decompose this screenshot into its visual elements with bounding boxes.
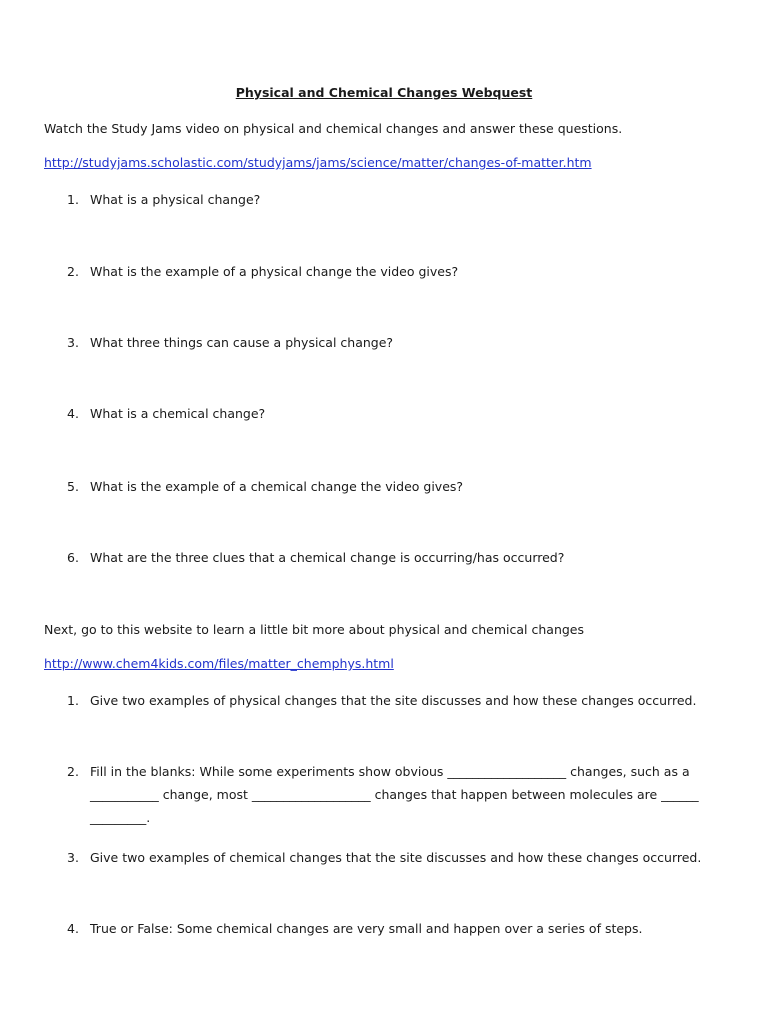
question-number: 5.	[67, 479, 79, 494]
page-title: Physical and Chemical Changes Webquest	[235, 85, 533, 100]
question-number: 3.	[67, 335, 79, 350]
question-text: What three things can cause a physical change?	[90, 335, 394, 350]
intro-paragraph-1: Watch the Study Jams video on physical and chemical changes and answer these questions.	[44, 121, 623, 136]
question-text: What is the example of a physical change the video gives?	[90, 264, 459, 279]
question-text: Give two examples of physical changes that the site discusses and how these changes occurred.	[90, 693, 697, 708]
fill-in-blanks-text: Fill in the blanks: While some experiments show obvious ___________________ changes, such as a ___________ change, most ___________________ changes that happen between molecules are ______ _________.	[90, 764, 699, 825]
question-number: 1.	[67, 192, 79, 207]
question-number: 4.	[67, 406, 79, 421]
question-text: Give two examples of chemical changes that the site discusses and how these changes occurred.	[90, 850, 702, 865]
question-number: 2.	[67, 264, 79, 279]
question-number: 2.	[67, 764, 79, 779]
question-text: What is the example of a chemical change the video gives?	[90, 479, 464, 494]
question-number: 3.	[67, 850, 79, 865]
intro-paragraph-2: Next, go to this website to learn a little bit more about physical and chemical changes	[44, 622, 585, 637]
question-text: What is a chemical change?	[90, 406, 266, 421]
question-number: 1.	[67, 693, 79, 708]
question-text: What are the three clues that a chemical change is occurring/has occurred?	[90, 550, 565, 565]
question-text: True or False: Some chemical changes are very small and happen over a series of steps.	[90, 921, 643, 936]
chem4kids-link[interactable]: http://www.chem4kids.com/files/matter_chemphys.html	[44, 656, 394, 671]
question-text: What is a physical change?	[90, 192, 261, 207]
question-number: 4.	[67, 921, 79, 936]
studyjams-link[interactable]: http://studyjams.scholastic.com/studyjams/jams/science/matter/changes-of-matter.htm	[44, 155, 592, 170]
question-number: 6.	[67, 550, 79, 565]
